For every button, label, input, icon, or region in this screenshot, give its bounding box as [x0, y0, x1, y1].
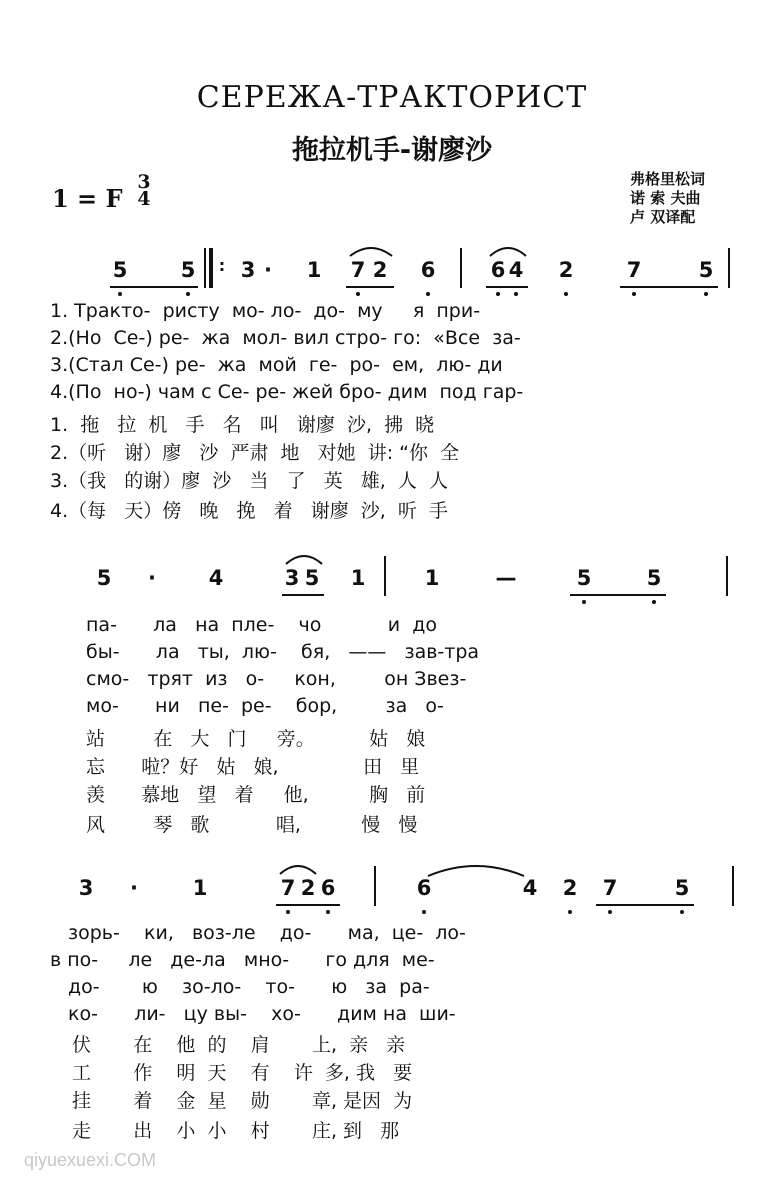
octave-dot: [704, 292, 708, 296]
dot: ·: [130, 876, 138, 900]
lyric-ru-verse-2: в по- ле де-ла мно- го для ме-: [50, 949, 435, 971]
slur: [348, 244, 394, 258]
note: 5: [180, 258, 196, 282]
credits: [630, 170, 705, 227]
lyric-ru-verse-3: до- ю зо-ло- то- ю за ра-: [68, 976, 430, 998]
title-russian: СЕРЕЖА-ТРАКТОРИСТ: [196, 80, 588, 115]
note: 4: [208, 566, 224, 590]
slur: [426, 862, 526, 878]
octave-dot: [514, 292, 518, 296]
lyric-zh-verse-3: 挂 着 金 星 勋 章, 是因 为: [72, 1090, 413, 1112]
octave-dot: [568, 910, 572, 914]
lyric-ru-verse-3: 3.(Стал Се-) ре- жа мой ге- ро- ем, лю- ди: [50, 354, 503, 376]
barline: [204, 248, 206, 288]
note: 3: [240, 258, 256, 282]
lyric-zh-verse-4: 风 琴 歌 唱, 慢 慢: [86, 814, 418, 836]
note: 5: [698, 258, 714, 282]
note: 6: [490, 258, 506, 282]
lyric-ru-verse-4: мо- ни пе- ре- бор, за о-: [86, 695, 444, 717]
watermark: qiyuexuexi.COM: [24, 1150, 157, 1170]
beam: [596, 904, 694, 906]
time-signature-denominator: 4: [137, 188, 151, 210]
note: 6: [416, 876, 432, 900]
note: 7: [626, 258, 642, 282]
barline: [384, 556, 386, 596]
note: 2: [558, 258, 574, 282]
beam: [620, 286, 718, 288]
beam: [570, 594, 666, 596]
lyric-ru-verse-1: 1. Тракто- ристу мо- ло- до- му я при-: [50, 300, 481, 322]
lyric-zh-verse-4: 走 出 小 小 村 庄, 到 那: [72, 1120, 400, 1142]
lyric-ru-verse-4: ко- ли- цу вы- хо- дим на ши-: [68, 1003, 456, 1025]
note: 5: [576, 566, 592, 590]
barline: [374, 866, 376, 906]
lyric-zh-verse-2: 2.（听 谢）廖 沙 严肃 地 对她 讲: “你 全: [50, 442, 460, 464]
barline: [732, 866, 734, 906]
lyric-ru-verse-1: зорь- ки, воз-ле до- ма, це- ло-: [68, 922, 466, 944]
beam: [346, 286, 394, 288]
lyric-zh-verse-1: 站 在 大 门 旁。 姑 娘: [86, 728, 426, 750]
note: 1: [192, 876, 208, 900]
note: 5: [304, 566, 320, 590]
note: 7: [350, 258, 366, 282]
octave-dot: [582, 600, 586, 604]
lyric-zh-verse-3: 3.（我 的谢）廖 沙 当 了 英 雄, 人 人: [50, 470, 448, 492]
note: 6: [420, 258, 436, 282]
lyric-zh-verse-3: 羡 慕地 望 着 他, 胸 前: [86, 784, 426, 806]
note: 2: [372, 258, 388, 282]
barline: [726, 556, 728, 596]
note: 1: [306, 258, 322, 282]
note: 6: [320, 876, 336, 900]
slur: [488, 244, 528, 258]
note: 4: [522, 876, 538, 900]
credit-lyricist: 弗格里松词: [630, 170, 706, 188]
dot: ·: [148, 566, 156, 590]
lyric-ru-verse-3: смо- трят из о- кон, он Звез-: [86, 668, 467, 690]
note: 1: [424, 566, 440, 590]
repeat-dots: :: [218, 256, 226, 275]
credit-translator: 卢 双译配: [630, 208, 696, 226]
dot: ·: [264, 258, 272, 282]
beam: [276, 904, 340, 906]
note: 2: [562, 876, 578, 900]
lyric-ru-verse-1: па- ла на пле- чо и до: [86, 614, 437, 636]
barline: [460, 248, 462, 288]
lyric-ru-verse-2: бы- ла ты, лю- бя, —— зав-тра: [86, 641, 480, 663]
dash: —: [495, 566, 517, 590]
lyric-ru-verse-4: 4.(По но-) чам с Се- ре- жей бро- дим под гар-: [50, 381, 524, 403]
slur: [278, 862, 318, 876]
note: 4: [508, 258, 524, 282]
lyric-zh-verse-1: 伏 在 他 的 肩 上, 亲 亲: [72, 1034, 406, 1056]
octave-dot: [426, 292, 430, 296]
octave-dot: [326, 910, 330, 914]
octave-dot: [680, 910, 684, 914]
octave-dot: [564, 292, 568, 296]
lyric-ru-verse-2: 2.(Но Се-) ре- жа мол- вил стро- го: «Все за-: [50, 327, 521, 349]
octave-dot: [422, 910, 426, 914]
note: 5: [646, 566, 662, 590]
note: 5: [96, 566, 112, 590]
repeat-barline: [209, 248, 213, 288]
octave-dot: [652, 600, 656, 604]
octave-dot: [286, 910, 290, 914]
title-chinese: 拖拉机手-谢廖沙: [291, 135, 493, 166]
note: 3: [284, 566, 300, 590]
beam: [486, 286, 528, 288]
lyric-zh-verse-1: 1. 拖 拉 机 手 名 叫 谢廖 沙, 拂 晓: [50, 414, 435, 436]
note: 3: [78, 876, 94, 900]
lyric-zh-verse-2: 忘 啦？好 姑 娘, 田 里: [86, 756, 420, 778]
note: 5: [112, 258, 128, 282]
note: 1: [350, 566, 366, 590]
note: 2: [300, 876, 316, 900]
octave-dot: [118, 292, 122, 296]
barline: [728, 248, 730, 288]
octave-dot: [496, 292, 500, 296]
note: 7: [602, 876, 618, 900]
lyric-zh-verse-2: 工 作 明 天 有 许 多, 我 要: [72, 1062, 413, 1084]
beam: [110, 286, 198, 288]
key-signature: 1 = F: [52, 184, 123, 213]
note: 7: [280, 876, 296, 900]
beam: [282, 594, 324, 596]
note: 5: [674, 876, 690, 900]
lyric-zh-verse-4: 4.（每 天）傍 晚 挽 着 谢廖 沙, 听 手: [50, 500, 448, 522]
octave-dot: [186, 292, 190, 296]
slur: [284, 552, 324, 566]
credit-composer: 诺 索 夫曲: [630, 189, 701, 207]
time-signature-numerator: 3: [137, 171, 151, 193]
octave-dot: [632, 292, 636, 296]
octave-dot: [356, 292, 360, 296]
octave-dot: [608, 910, 612, 914]
time-signature: [132, 171, 156, 210]
